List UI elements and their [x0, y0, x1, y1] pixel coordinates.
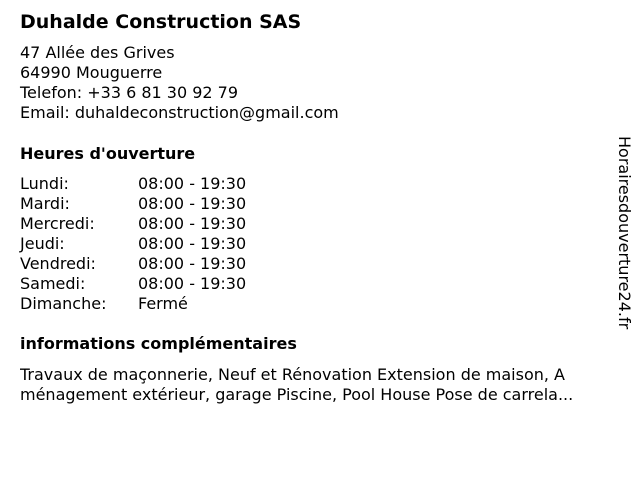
address-street: 47 Allée des Grives: [20, 43, 175, 62]
hours-row-monday: [20, 174, 320, 194]
hours-row-friday: [20, 254, 320, 274]
day-label: Samedi:: [20, 274, 86, 293]
additional-info-text: [20, 365, 620, 405]
email-line: Email: duhaldeconstruction@gmail.com: [20, 103, 339, 122]
time-value: 08:00 - 19:30: [138, 214, 247, 233]
description-line: Travaux de maçonnerie, Neuf et Rénovation Extension de maison, A: [20, 365, 565, 384]
contact-block: [20, 43, 339, 123]
time-value: 08:00 - 19:30: [138, 194, 247, 213]
day-label: Lundi:: [20, 174, 69, 193]
day-label: Vendredi:: [20, 254, 96, 273]
time-value: 08:00 - 19:30: [138, 274, 247, 293]
day-label: Mardi:: [20, 194, 70, 213]
day-label: Jeudi:: [20, 234, 65, 253]
site-watermark: Horairesdouverture24.fr: [615, 136, 634, 330]
time-value: 08:00 - 19:30: [138, 174, 247, 193]
business-name: Duhalde Construction SAS: [20, 11, 302, 33]
hours-row-saturday: [20, 274, 320, 294]
additional-info-heading: informations complémentaires: [20, 334, 297, 353]
hours-row-tuesday: [20, 194, 320, 214]
opening-hours-heading: Heures d'ouverture: [20, 144, 196, 163]
description-line: ménagement extérieur, garage Piscine, Pool House Pose de carrela...: [20, 385, 574, 404]
hours-row-wednesday: [20, 214, 320, 234]
day-label: Mercredi:: [20, 214, 95, 233]
phone-line: Telefon: +33 6 81 30 92 79: [20, 83, 239, 102]
time-value: Fermé: [138, 294, 188, 313]
time-value: 08:00 - 19:30: [138, 234, 247, 253]
hours-row-sunday: [20, 294, 320, 314]
address-city: 64990 Mouguerre: [20, 63, 163, 82]
hours-row-thursday: [20, 234, 320, 254]
opening-hours-list: [20, 174, 320, 314]
day-label: Dimanche:: [20, 294, 107, 313]
time-value: 08:00 - 19:30: [138, 254, 247, 273]
